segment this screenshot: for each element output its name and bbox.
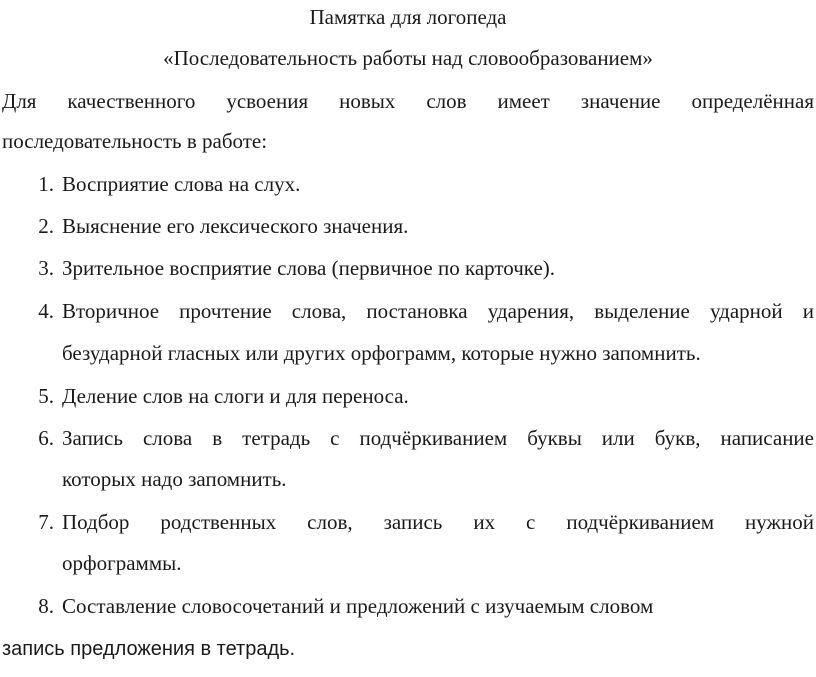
intro-line-1: Для качественного усвоения новых слов имеет значение определённая <box>2 89 814 113</box>
item-4-text-line-2: безударной гласных или других орфограмм, которые нужно запомнить. <box>62 341 701 365</box>
item-3-number: 3. <box>38 256 54 280</box>
item-3-text: Зрительное восприятие слова (первичное по карточке). <box>62 256 556 280</box>
item-6-text-line-1: Запись слова в тетрадь с подчёркиванием буквы или букв, написание <box>62 426 814 450</box>
item-2-text: Выяснение его лексического значения. <box>62 214 409 238</box>
item-1-number: 1. <box>38 172 54 196</box>
item-5-text: Деление слов на слоги и для переноса. <box>62 384 409 408</box>
item-8-text: Составление словосочетаний и предложений с изучаемым словом <box>62 594 654 618</box>
item-4-number: 4. <box>38 299 54 323</box>
item-8-number: 8. <box>38 594 54 618</box>
item-6-number: 6. <box>38 426 54 450</box>
item-7-number: 7. <box>38 510 54 534</box>
item-7-text-line-2: орфограммы. <box>62 551 182 575</box>
page-title: Памятка для логопеда <box>309 5 507 29</box>
item-5-number: 5. <box>38 384 54 408</box>
intro-line-2: последовательность в работе: <box>2 129 268 153</box>
page-subtitle: «Последовательность работы над словообразованием» <box>163 46 653 70</box>
item-2-number: 2. <box>38 214 54 238</box>
closing-line: запись предложения в тетрадь. <box>2 638 296 660</box>
item-7-text-line-1: Подбор родственных слов, запись их с подчёркиванием нужной <box>62 510 814 534</box>
item-4-text-line-1: Вторичное прочтение слова, постановка ударения, выделение ударной и <box>62 299 814 323</box>
item-1-text: Восприятие слова на слух. <box>62 172 301 196</box>
item-6-text-line-2: которых надо запомнить. <box>62 467 287 491</box>
